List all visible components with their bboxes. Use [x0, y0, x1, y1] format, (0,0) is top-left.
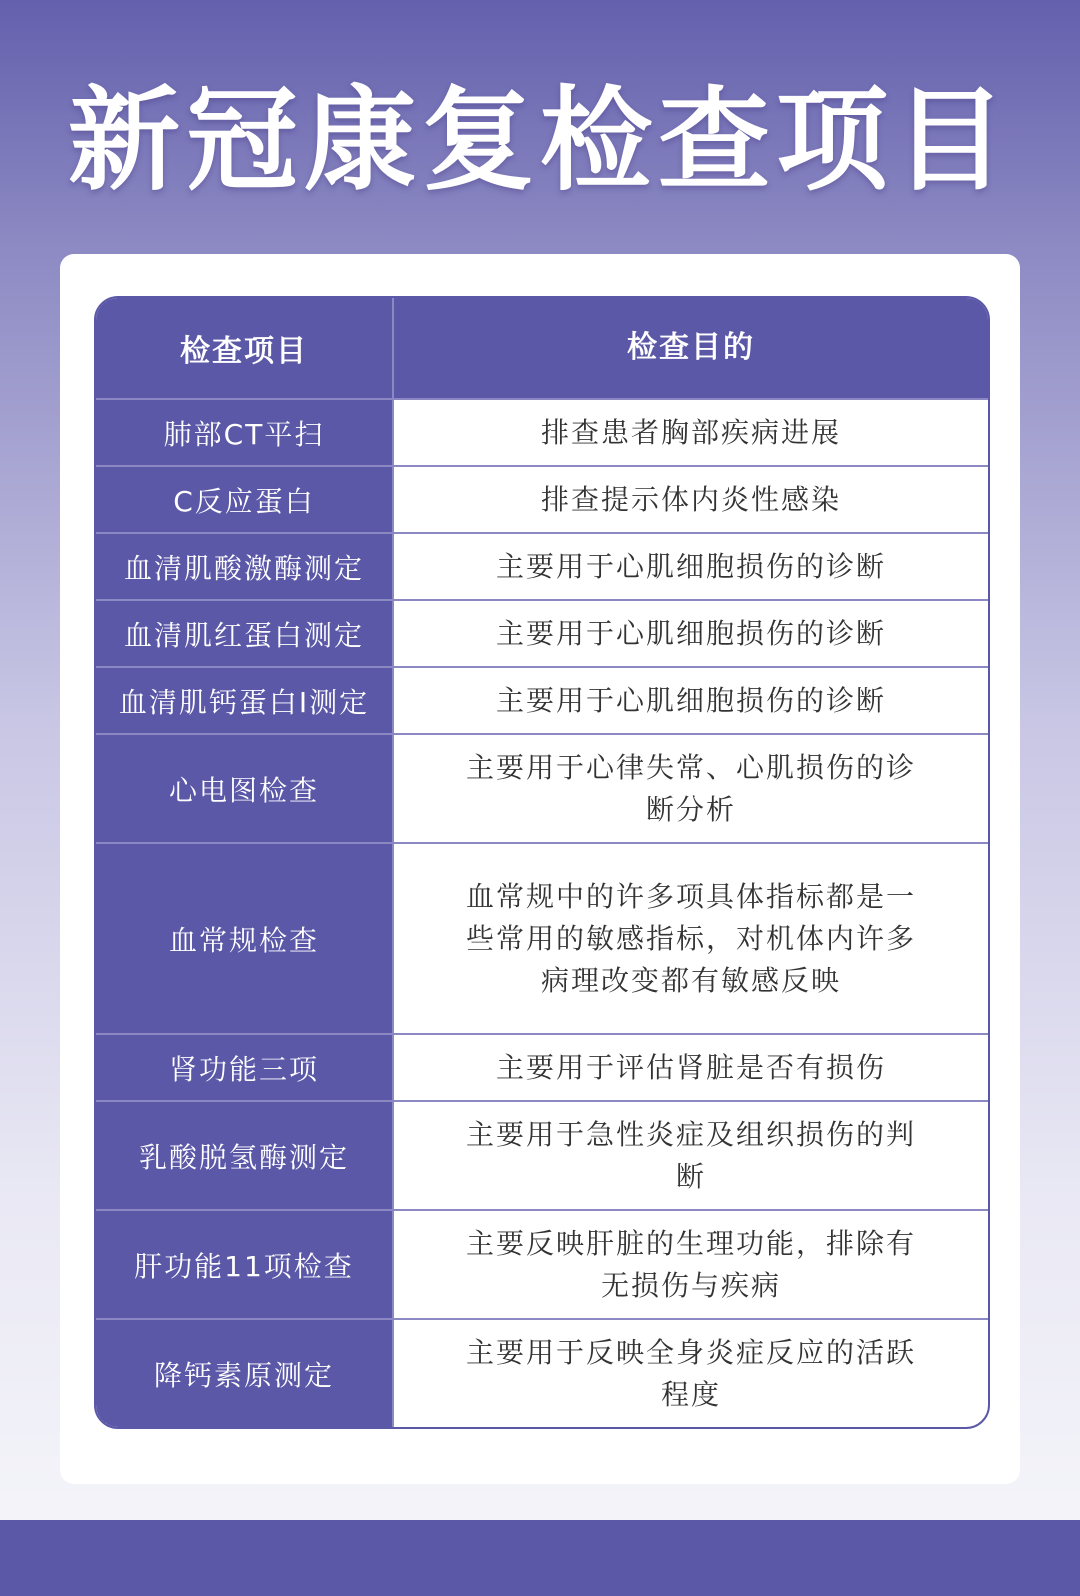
content-card — [60, 254, 1020, 1484]
exam-item: 血常规检查 — [96, 844, 394, 1033]
exam-item: 血清肌红蛋白测定 — [96, 601, 394, 666]
header-exam-item: 检查项目 — [96, 298, 394, 398]
exam-item: 肾功能三项 — [96, 1035, 394, 1100]
exam-item: 血清肌钙蛋白I测定 — [96, 668, 394, 733]
exam-item: 乳酸脱氢酶测定 — [96, 1102, 394, 1209]
exam-purpose: 主要用于心律失常、心肌损伤的诊断分析 — [465, 750, 916, 826]
exam-purpose: 主要用于反映全身炎症反应的活跃程度 — [465, 1335, 916, 1411]
exam-purpose: 主要用于急性炎症及组织损伤的判断 — [465, 1117, 916, 1193]
exam-purpose: 排查患者胸部疾病进展 — [540, 415, 841, 449]
header-exam-purpose: 检查目的 — [394, 298, 988, 398]
table-row — [96, 465, 988, 532]
exam-purpose: 排查提示体内炎性感染 — [540, 482, 841, 516]
exam-item: C反应蛋白 — [96, 467, 394, 532]
exam-purpose: 主要反映肝脏的生理功能，排除有无损伤与疾病 — [465, 1226, 916, 1302]
table-row — [96, 733, 988, 842]
table-row — [96, 1033, 988, 1100]
exam-purpose: 主要用于评估肾脏是否有损伤 — [495, 1050, 886, 1084]
table-row — [96, 599, 988, 666]
exam-item: 血清肌酸激酶测定 — [96, 534, 394, 599]
footer-bar — [0, 1520, 1080, 1596]
exam-table — [94, 296, 990, 1429]
table-row — [96, 1100, 988, 1209]
table-row — [96, 1209, 988, 1318]
exam-item: 心电图检查 — [96, 735, 394, 842]
exam-purpose: 主要用于心肌细胞损伤的诊断 — [495, 683, 886, 717]
exam-item: 肝功能11项检查 — [96, 1211, 394, 1318]
table-row — [96, 532, 988, 599]
table-header-row — [96, 298, 988, 398]
exam-item: 肺部CT平扫 — [96, 400, 394, 465]
exam-purpose: 主要用于心肌细胞损伤的诊断 — [495, 549, 886, 583]
table-row — [96, 398, 988, 465]
table-row — [96, 666, 988, 733]
exam-item: 降钙素原测定 — [96, 1320, 394, 1427]
table-row — [96, 1318, 988, 1427]
exam-purpose: 血常规中的许多项具体指标都是一些常用的敏感指标，对机体内许多病理改变都有敏感反映 — [465, 879, 916, 997]
page-title: 新冠康复检查项目 — [68, 76, 1012, 206]
table-row — [96, 842, 988, 1033]
exam-purpose: 主要用于心肌细胞损伤的诊断 — [495, 616, 886, 650]
